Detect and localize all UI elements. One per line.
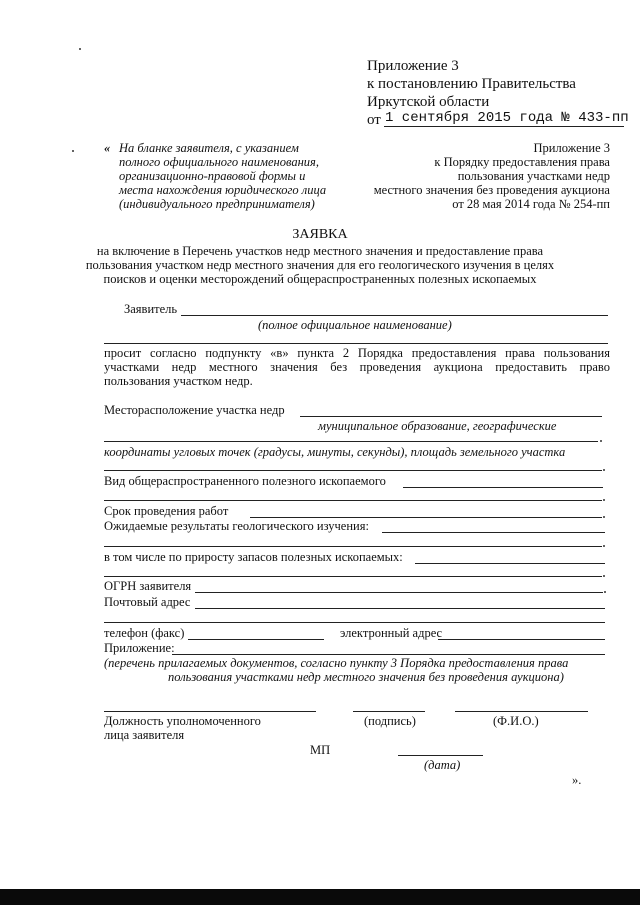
scan-speck bbox=[72, 150, 74, 152]
location-hint-2: координаты угловых точек (градусы, минуты, секунды), площадь земельного участка bbox=[104, 445, 566, 459]
reserves-field[interactable] bbox=[415, 563, 605, 564]
form-title-block bbox=[0, 227, 640, 286]
period-field[interactable] bbox=[250, 517, 602, 518]
left-note-line: места нахождения юридического лица bbox=[119, 183, 327, 197]
period-mark bbox=[603, 499, 605, 501]
reserves-field-2[interactable] bbox=[104, 576, 602, 577]
date-underline bbox=[384, 126, 624, 127]
appendix-date-value: 1 сентября 2015 года № 433-пп bbox=[385, 110, 629, 126]
opening-quote: « bbox=[104, 141, 111, 155]
applicant-field-2[interactable] bbox=[104, 343, 608, 344]
position-line[interactable] bbox=[104, 711, 316, 712]
appendix-title: Приложение 3 bbox=[367, 58, 459, 74]
left-note-line: (индивидуального предпринимателя) bbox=[119, 197, 315, 211]
email-label: электронный адрес bbox=[340, 626, 443, 640]
appendix-region: Иркутской области bbox=[367, 94, 490, 110]
closing-quote: ». bbox=[572, 773, 582, 787]
request-line: пользования участком недр. bbox=[104, 374, 253, 388]
postal-field-2[interactable] bbox=[104, 622, 605, 623]
left-note-line: организационно-правовой формы и bbox=[119, 169, 306, 183]
applicant-field[interactable] bbox=[181, 315, 608, 316]
applicant-label: Заявитель bbox=[124, 302, 178, 316]
request-line: просит согласно подпункту «в» пункта 2 Порядка предоставления права пользования bbox=[104, 346, 610, 360]
period-label: Срок проведения работ bbox=[104, 504, 229, 518]
location-field[interactable] bbox=[300, 416, 602, 417]
scan-bottom-edge bbox=[0, 889, 640, 905]
right-note-line: от 28 мая 2014 года № 254-пп bbox=[452, 197, 610, 211]
attachment-field[interactable] bbox=[172, 654, 605, 655]
period-mark bbox=[604, 591, 606, 593]
mineral-label: Вид общераспространенного полезного ископаемого bbox=[104, 474, 386, 488]
mineral-field[interactable] bbox=[403, 487, 603, 488]
mineral-field-2[interactable] bbox=[104, 500, 602, 501]
signature-line[interactable] bbox=[353, 711, 425, 712]
applicant-hint: (полное официальное наименование) bbox=[258, 318, 452, 332]
results-field-2[interactable] bbox=[104, 546, 602, 547]
location-hint: муниципальное образование, географические bbox=[318, 419, 557, 433]
scan-speck bbox=[79, 48, 81, 50]
right-note-line: к Порядку предоставления права bbox=[434, 155, 610, 169]
period-mark bbox=[603, 575, 605, 577]
location-label: Месторасположение участка недр bbox=[104, 403, 285, 417]
right-note-line: пользования участками недр bbox=[457, 169, 610, 183]
period-mark bbox=[603, 516, 605, 518]
location-field-3[interactable] bbox=[104, 470, 602, 471]
period-mark bbox=[603, 469, 605, 471]
postal-field[interactable] bbox=[195, 608, 605, 609]
form-subtitle-line: поисков и оценки месторождений общераспространенных полезных ископаемых bbox=[103, 272, 537, 286]
right-note-line: Приложение 3 bbox=[533, 141, 610, 155]
form-subtitle-line: на включение в Перечень участков недр местного значения и предоставление права bbox=[96, 244, 544, 258]
period-mark bbox=[600, 440, 602, 442]
request-line: участками недр местного значения без проведения аукциона предоставить право bbox=[104, 360, 610, 374]
name-line[interactable] bbox=[455, 711, 588, 712]
position-label-2: лица заявителя bbox=[104, 728, 185, 742]
signature-label: (подпись) bbox=[364, 714, 416, 728]
stamp-label: МП bbox=[310, 743, 331, 757]
postal-label: Почтовый адрес bbox=[104, 595, 191, 609]
position-label: Должность уполномоченного bbox=[104, 714, 261, 728]
location-field-2[interactable] bbox=[104, 441, 598, 442]
form-title: ЗАЯВКА bbox=[292, 227, 348, 242]
request-text bbox=[104, 346, 610, 374]
period-mark bbox=[603, 545, 605, 547]
name-label: (Ф.И.О.) bbox=[493, 714, 539, 728]
right-note-line: местного значения без проведения аукциона bbox=[373, 183, 610, 197]
phone-field[interactable] bbox=[188, 639, 324, 640]
phone-label: телефон (факс) bbox=[104, 626, 185, 640]
form-subtitle-line: пользования участком недр местного значения для его геологического изучения в целях bbox=[85, 258, 555, 272]
date-label: (дата) bbox=[424, 758, 461, 772]
ogrn-label: ОГРН заявителя bbox=[104, 579, 192, 593]
left-note-line: полного официального наименования, bbox=[119, 155, 319, 169]
left-note-line: На бланке заявителя, с указанием bbox=[119, 141, 299, 155]
attachment-label: Приложение: bbox=[104, 641, 175, 655]
reserves-label: в том числе по приросту запасов полезных ископаемых: bbox=[104, 550, 403, 564]
appendix-date-prefix: от bbox=[367, 112, 381, 128]
results-label: Ожидаемые результаты геологического изучения: bbox=[104, 519, 369, 533]
ogrn-field[interactable] bbox=[195, 592, 603, 593]
right-note bbox=[374, 141, 610, 211]
email-field[interactable] bbox=[438, 639, 605, 640]
attachment-hint-2: пользования участками недр местного значения без проведения аукциона) bbox=[168, 670, 564, 684]
results-field[interactable] bbox=[382, 532, 605, 533]
appendix-resolution: к постановлению Правительства bbox=[367, 76, 576, 92]
date-line[interactable] bbox=[398, 755, 483, 756]
attachment-hint: (перечень прилагаемых документов, согласно пункту 3 Порядка предоставления права bbox=[104, 656, 569, 670]
